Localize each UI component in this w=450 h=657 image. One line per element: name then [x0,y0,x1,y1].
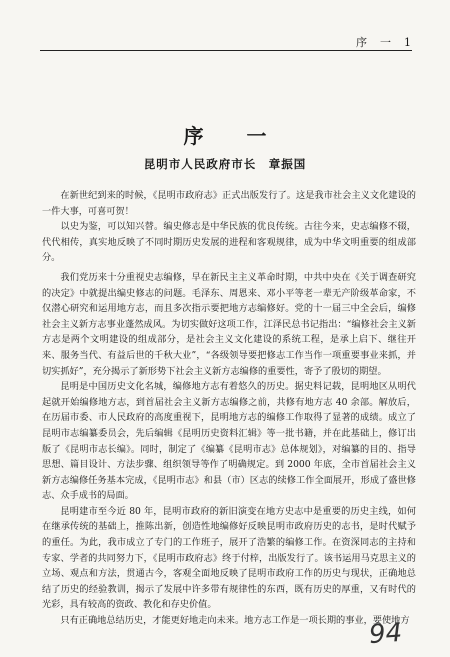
paragraph: 昆明建市至今近 80 年，昆明市政府的新旧演变在地方史志中是重要的历史主线，如何在继承传统的基础上，推陈出新，创造性地编修好反映昆明市政府历史的志书，是时代赋予的重任。为此，我市成立了专门的工作班子，展开了浩繁的编修工作。在资深同志的主持和专家、学者的共同努力下，《昆明市政府志》终于付梓，出版发行了。该书运用马克思主义的立场、观点和方法，贯通古今，客观全面地反映了昆明市政府工作的历史与现状，正确地总结了历史的经验教训，揭示了发展中许多带有规律性的东西，既有历史的厚重，又有时代的光彩，具有较高的资政、教化和存史价值。 [42,505,416,611]
paragraph: 只有正确地总结历史，才能更好地走向未来。地方志工作是一项长期的事业，要使地方 [60,615,410,627]
author-line: 昆明市人民政府市长 章振国 [143,157,307,171]
running-header-title: 序 一 1 [356,36,412,49]
body-text [42,188,416,629]
paragraph: 在新世纪到来的时候，《昆明市政府志》正式出版发行了。这是我市社会主义文化建设的一件大事，可喜可贺！ [42,190,416,217]
running-header [40,34,412,51]
handwritten-page-number: 94 [367,617,404,651]
paragraph: 我们党历来十分重视史志编修，早在新民主主义革命时期，中共中央在《关于调查研究的决定》中就提出编史修志的问题。毛泽东、周恩来、邓小平等老一辈无产阶级革命家，不仅潜心研究和运用地方志，而且多次指示要把地方志编修好。党的十一届三中全会后，编修社会主义新方志事业蓬然成风。为切实做好这项工作，江泽民总书记指出：“编修社会主义新方志是两个文明建设的组成部分，是社会主义文化建设的系统工程，是承上启下、继往开来、服务当代、有益后世的千秋大业”，“各级领导要把修志工作当作一项重要事业来抓，并切实抓好”，充分揭示了新形势下社会主义新方志编修的重要性，寄予了殷切的期望。 [42,271,416,377]
page-title: 序 一 [183,124,285,148]
paragraph: 昆明是中国历史文化名城，编修地方志有着悠久的历史。据史料记载，昆明地区从明代起就开始编修地方志，到首届社会主义新方志编修之前，共修有地方志 40 余部。解放后，在历届市委、市人民政府的高度重视下，昆明地方志的编修工作取得了显著的成绩。成立了昆明市志编纂委员会，先后编辑《昆明历史资料汇辑》等一批书籍，并在此基础上，修订出版了《昆明市志长编》。同时，制定了《编纂《昆明市志》总体规划》，对编纂的目的、指导思想、篇目设计、方法步骤、组织领导等作了明确规定。到 2000 年底，全市首届社会主义新方志编修任务基本完成，《昆明市志》和县（市）区志的续修工作全面展开，形成了盛世修志、众手成书的局面。 [42,381,416,502]
paragraph: 以史为鉴，可以知兴替。编史修志是中华民族的优良传统。古往今来，史志编修不辍，代代相传，真实地反映了不同时期历史发展的进程和客观规律，成为中华文明重要的组成部分。 [42,221,416,264]
